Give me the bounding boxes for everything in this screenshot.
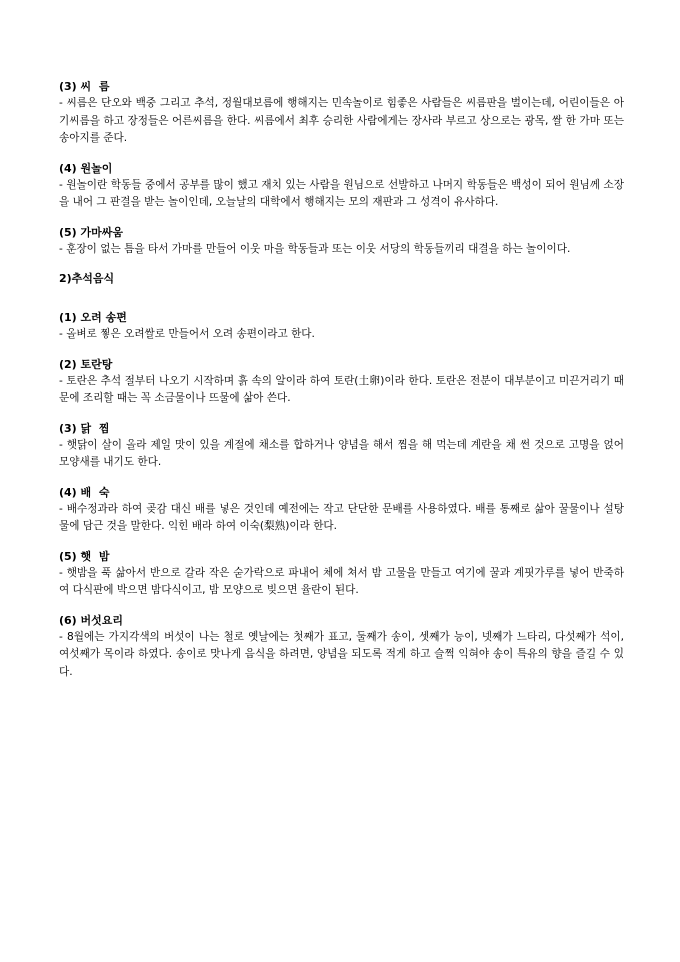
section-heading: (6) 버섯요리	[59, 613, 124, 627]
section-text: - 토란은 추석 절부터 나오기 시작하며 흙 속의 알이라 하여 토란(土卵)이라 한다. 토란은 전분이 대부분이고 미끈거리기 때문에 조리할 때는 꼭 소금물이나 뜨물에 삶아 쓴다.	[59, 374, 624, 404]
section-heading: (4) 원놀이	[59, 161, 113, 175]
section-torantang	[59, 356, 624, 408]
section-ssireum	[59, 78, 624, 148]
section-text: - 배수정과라 하여 곶감 대신 배를 넣은 것인데 예전에는 작고 단단한 문배를 사용하였다. 배를 통째로 삶아 꿀물이나 설탕물에 담근 것을 말한다. 익힌 배라 하여 이숙(梨熟)이라 한다.	[59, 502, 624, 532]
section-gamassaum	[59, 224, 624, 259]
section-beoseot-yori	[59, 612, 624, 682]
section-text: - 햇닭이 살이 올라 제일 맛이 있을 계절에 채소를 합하거나 양념을 해서 찜을 해 먹는데 계란을 채 썬 것으로 고명을 얹어 모양새를 내기도 한다.	[59, 438, 624, 468]
section-wonnori	[59, 160, 624, 212]
section-text: - 올벼로 찧은 오려쌀로 만들어서 오려 송편이라고 한다.	[59, 328, 315, 340]
section-dakjjim	[59, 420, 624, 472]
section-heading: (2) 토란탕	[59, 357, 113, 371]
section-heading: (5) 햇 밤	[59, 549, 110, 563]
section-text: - 훈장이 없는 틈을 타서 가마를 만들어 이웃 마을 학동들과 또는 이웃 서당의 학동들끼리 대결을 하는 놀이이다.	[59, 242, 571, 255]
section-baesuk	[59, 484, 624, 536]
section-heading: (3) 씨 름	[59, 80, 110, 93]
section-heading: (3) 닭 찜	[59, 421, 110, 435]
section-text: - 8월에는 가지각색의 버섯이 나는 철로 옛날에는 첫째가 표고, 둘째가 송이, 셋째가 능이, 넷째가 느타리, 다섯째가 석이, 여섯째가 목이라 하였다. 송이로 맛나게 음식을 하려면, 양념을 되도록 적게 하고 슬쩍 익혀야 송이 특유의 향을 즐길 수 있다.	[59, 630, 624, 678]
section-heading: (4) 배 숙	[59, 485, 110, 499]
section-haetbam	[59, 548, 624, 600]
section-text: - 햇밤을 푹 삶아서 반으로 갈라 작은 숟가락으로 파내어 체에 쳐서 밤 고물을 만들고 여기에 꿀과 계핏가루를 넣어 반죽하여 다식판에 박으면 밤다식이고, 밤 모양으로 빚으면 율란이 된다.	[59, 566, 624, 596]
section-heading: (5) 가마싸움	[59, 225, 124, 239]
food-group-title: 2)추석음식	[59, 272, 115, 285]
section-heading: (1) 오려 송편	[59, 311, 127, 324]
document-page	[59, 78, 624, 693]
section-oryeo-songpyeon	[59, 309, 624, 344]
section-text: - 씨름은 단오와 백중 그리고 추석, 정월대보름에 행해지는 민속놀이로 힘좋은 사람들은 씨름판을 벌이는데, 어린이들은 아기씨름을 하고 장정들은 어른씨름을 한다. 씨름에서 최후 승리한 사람에게는 장사라 부르고 상으로는 광목, 쌀 한 가마 또는 송아지를 준다.	[59, 97, 624, 144]
section-text: - 원놀이란 학동들 중에서 공부를 많이 했고 재치 있는 사람을 원님으로 선발하고 나머지 학동들은 백성이 되어 원님께 소장을 내어 그 판결을 받는 놀이인데, 오늘날의 대학에서 행해지는 모의 재판과 그 성격이 유사하다.	[59, 178, 624, 208]
